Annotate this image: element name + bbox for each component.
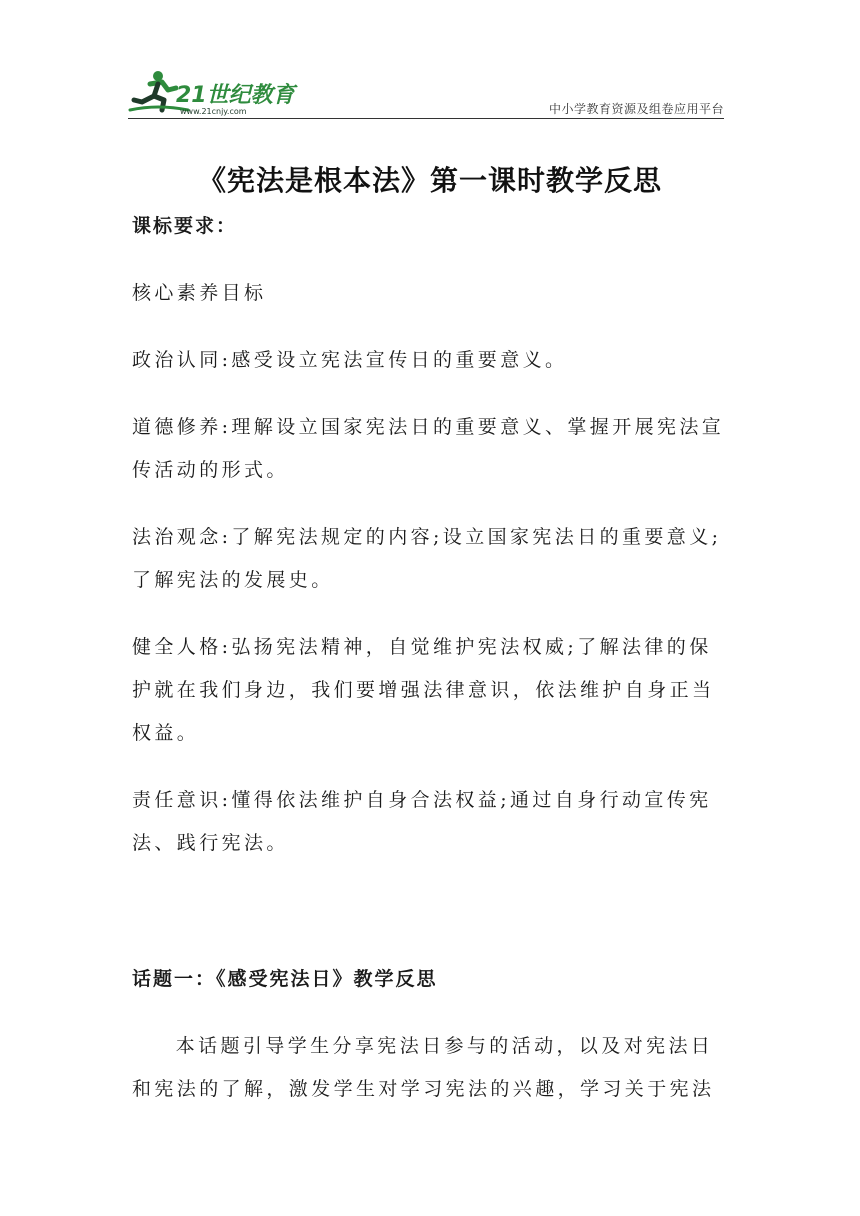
topic-one-heading: 话题一：《感受宪法日》教学反思 [132,968,438,990]
page-header [128,66,724,118]
document-body [132,205,728,1111]
goal-responsibility: 责任意识:懂得依法维护自身合法权益;通过自身行动宣传宪法、践行宪法。 [132,789,712,854]
platform-name: 中小学教育资源及组卷应用平台 [548,102,724,116]
goal-political-identity: 政治认同:感受设立宪法宣传日的重要意义。 [132,349,568,371]
goal-rule-of-law: 法治观念:了解宪法规定的内容;设立国家宪法日的重要意义;了解宪法的发展史。 [132,526,722,591]
curriculum-heading: 课标要求： [132,215,238,237]
logo-text: 21世纪教育 [176,83,295,108]
logo-url: www.21cnjy.com [180,107,247,116]
document-title: 《宪法是根本法》第一课时教学反思 [197,163,662,197]
header-divider [128,118,724,119]
goal-sound-personality: 健全人格:弘扬宪法精神，自觉维护宪法权威;了解法律的保护就在我们身边，我们要增强法律意识，依法维护自身正当权益。 [132,636,715,744]
runner-logo-icon [128,66,298,116]
core-literacy-heading: 核心素养目标 [132,282,267,304]
logo [128,66,298,116]
goal-moral-cultivation: 道德修养:理解设立国家宪法日的重要意义、掌握开展宪法宣传活动的形式。 [132,416,725,481]
topic-one-paragraph: 本话题引导学生分享宪法日参与的活动，以及对宪法日和宪法的了解，激发学生对学习宪法的兴趣，学习关于宪法 [132,1035,715,1100]
